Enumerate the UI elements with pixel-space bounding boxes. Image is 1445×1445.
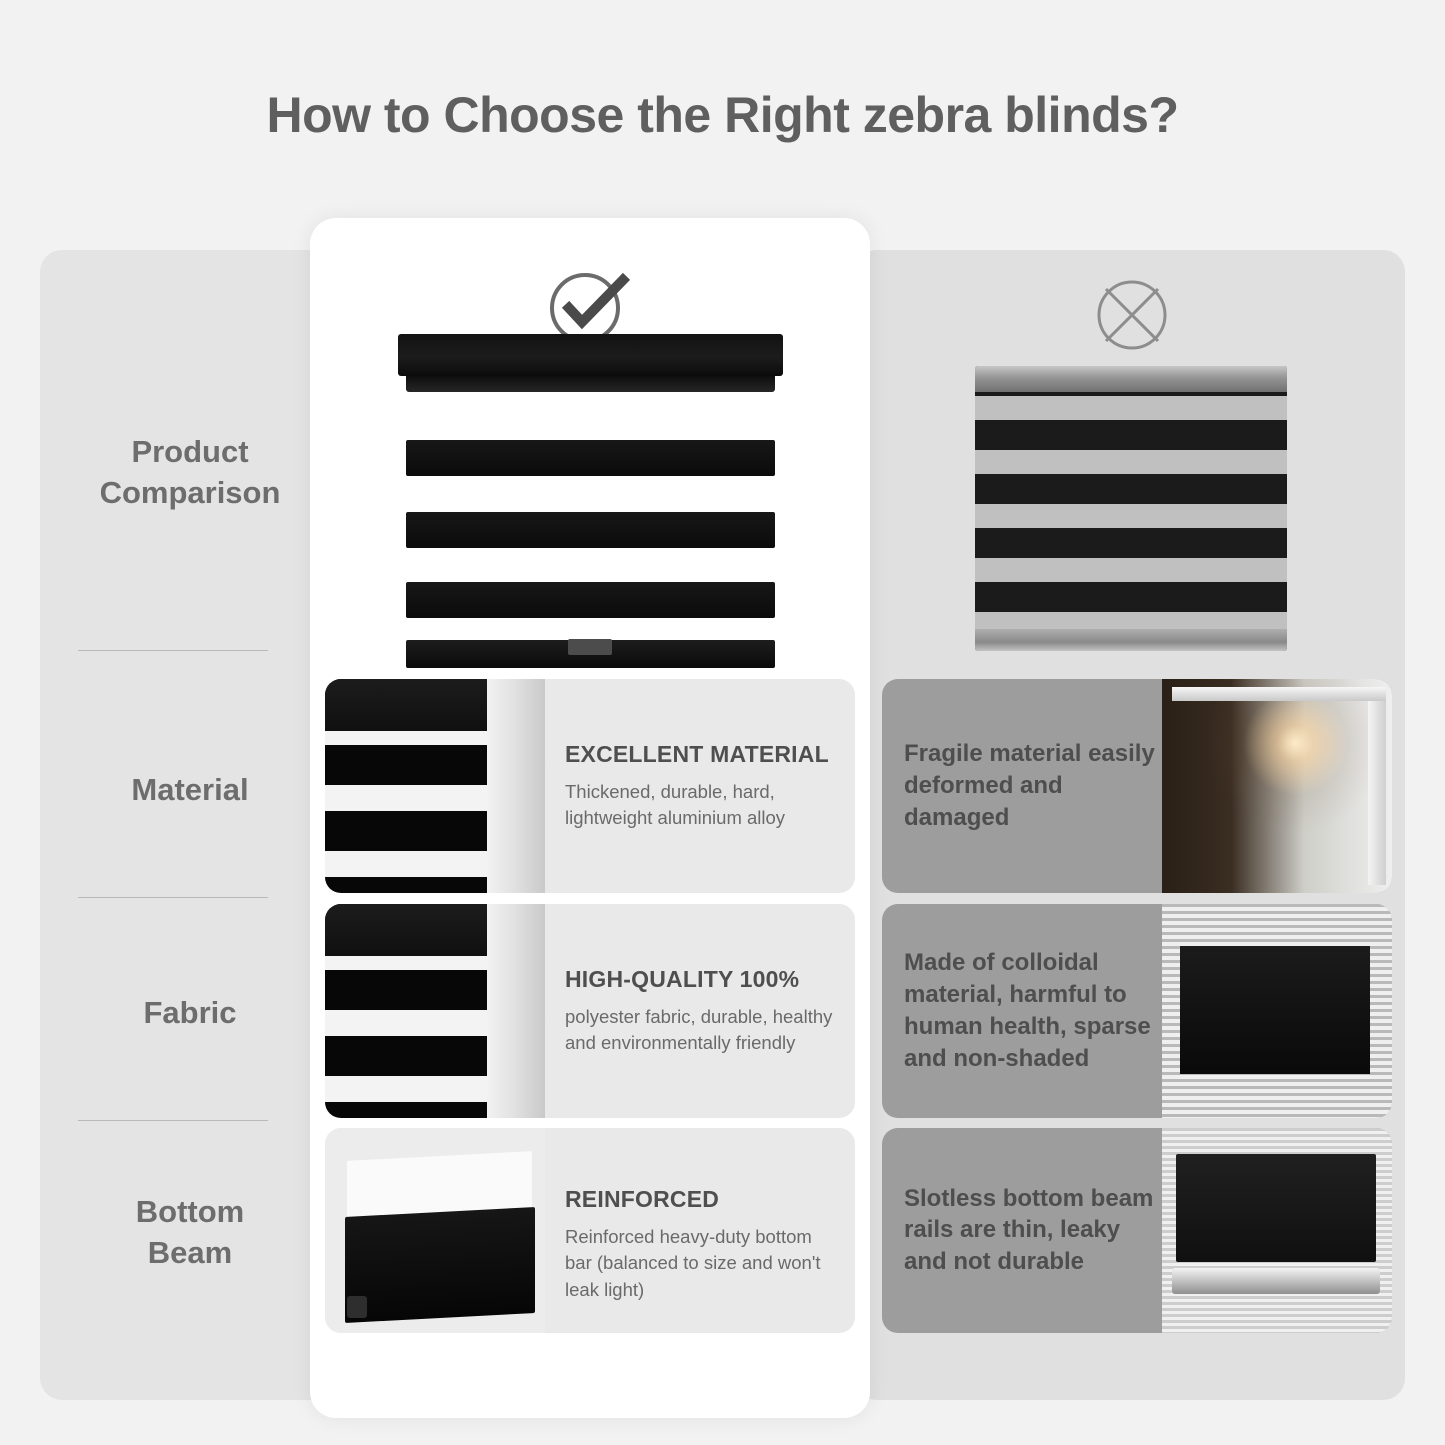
card-body: Reinforced heavy-duty bottom bar (balanced to size and won't leak light) [565, 1226, 821, 1300]
bad-card-bottom-beam [882, 1128, 1392, 1333]
page-title: How to Choose the Right zebra blinds? [266, 87, 1179, 143]
card-text [565, 904, 837, 1118]
row-label-product-comparison [40, 432, 340, 514]
row-label-fabric: Fabric [143, 995, 237, 1030]
card-heading: REINFORCED [565, 1186, 720, 1212]
card-body: Thickened, durable, hard, lightweight aluminium alloy [565, 781, 786, 829]
row-label-material: Material [131, 772, 249, 807]
card-text [904, 1128, 1157, 1333]
bad-hero-image [975, 366, 1287, 651]
divider [78, 650, 268, 651]
card-body: Slotless bottom beam rails are thin, leaky and not durable [904, 1184, 1154, 1276]
slotless-thin-bottom-rail-image [1162, 1128, 1392, 1333]
window-with-zebra-blind-image [325, 679, 545, 893]
bad-card-material [882, 679, 1392, 893]
good-card-fabric [325, 904, 855, 1118]
card-text [565, 679, 837, 893]
headrail-lip [406, 376, 775, 392]
card-body: polyester fabric, durable, healthy and environmentally friendly [565, 1006, 833, 1054]
good-card-material [325, 679, 855, 893]
row-label-bottom-beam [40, 1192, 340, 1274]
overlay [975, 366, 1287, 651]
divider [78, 897, 268, 898]
sunlight-leaking-window-image [1162, 679, 1392, 893]
blind-slat [406, 440, 775, 476]
window-with-zebra-blind-fabric-image [325, 904, 545, 1118]
row-label-line1: Bottom [135, 1194, 245, 1229]
card-heading: EXCELLENT MATERIAL [565, 741, 829, 767]
card-body: Fragile material easily deformed and damaged [904, 740, 1155, 831]
card-text [565, 1128, 837, 1333]
good-hero-image [398, 334, 783, 669]
card-heading: HIGH-QUALITY 100% [565, 966, 800, 992]
x-circle-icon [1089, 272, 1175, 358]
card-body: Made of colloidal material, harmful to human health, sparse and non-shaded [904, 949, 1151, 1072]
row-label-line2: Comparison [99, 474, 281, 510]
divider [78, 1120, 268, 1121]
sparse-colloidal-fabric-image [1162, 904, 1392, 1118]
reinforced-bottom-bar-image [325, 1128, 545, 1333]
row-label-line1: Product [131, 434, 249, 469]
bottom-bar-tab [568, 639, 612, 655]
card-text [904, 679, 1157, 893]
blind-slat [406, 512, 775, 548]
row-label-line2: Beam [147, 1234, 233, 1270]
card-text [904, 904, 1157, 1118]
good-card-bottom-beam [325, 1128, 855, 1333]
headrail [398, 334, 783, 376]
blind-slat [406, 582, 775, 618]
bad-card-fabric [882, 904, 1392, 1118]
